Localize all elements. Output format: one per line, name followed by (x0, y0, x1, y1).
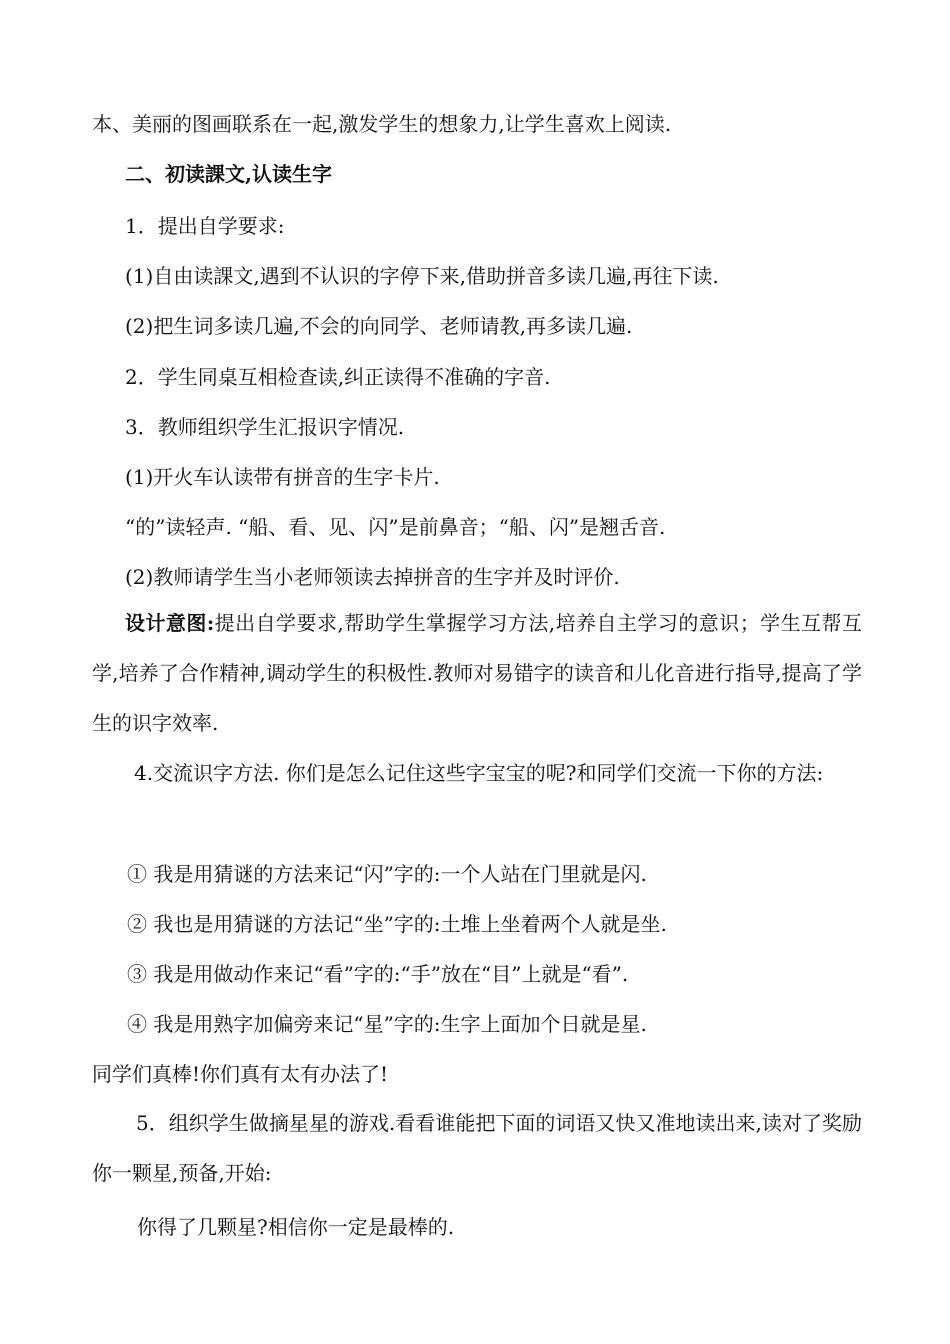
design-intent-paragraph (92, 598, 862, 748)
intro-end-line: 本、美丽的图画联系在一起,激发学生的想象力,让学生喜欢上阅读. (92, 112, 672, 136)
item-3-sub-2: (2)教师请学生当小老师领读去掉拼音的生字并及时评价. (125, 565, 620, 589)
method-3: ③ 我是用做动作来记“看”字的:“手”放在“目”上就是“看”. (127, 962, 629, 986)
item-3-sub-1: (1)开火车认读带有拼音的生字卡片. (125, 465, 440, 489)
design-intent-label: 设计意图: (125, 611, 215, 635)
item-3-heading: 3．教师组织学生汇报识字情况. (125, 415, 405, 439)
closing-line: 你得了几颗星?相信你一定是最棒的. (137, 1215, 455, 1239)
method-2: ② 我也是用猜谜的方法记“坐”字的:土堆上坐着两个人就是坐. (127, 912, 667, 936)
item-4-paragraph: 4.交流识字方法. 你们是怎么记住这些字宝宝的呢?和同学们交流一下你的方法: (134, 761, 824, 785)
item-1-heading: 1．提出自学要求: (125, 214, 285, 238)
method-1: ① 我是用猜谜的方法来记“闪”字的:一个人站在门里就是闪. (127, 862, 647, 886)
section-2-title: 二、初读課文,认读生字 (125, 162, 332, 186)
item-2: 2．学生同桌互相检查读,纠正读得不准确的字音. (125, 365, 551, 389)
item-3-note: “的”读轻声. “船、看、见、闪”是前鼻音；“船、闪”是翘舌音. (125, 515, 666, 539)
praise-line: 同学们真棒!你们真有太有办法了! (92, 1062, 389, 1086)
design-intent-text: 提出自学要求,帮助学生掌握学习方法,培养自主学习的意识；学生互帮互学,培养了合作精神,调动学生的积极性.教师对易错字的读音和儿化音进行指导,提高了学生的识字效率. (92, 611, 862, 735)
item-1-sub-2: (2)把生词多读几遍,不会的向同学、老师请教,再多读几遍. (125, 314, 633, 338)
method-4: ④ 我是用熟字加偏旁来记“星”字的:生字上面加个日就是星. (127, 1012, 647, 1036)
item-5-paragraph: 5．组织学生做摘星星的游戏.看看谁能把下面的词语又快又准地读出来,读对了奖励你一颗星,预备,开始: (92, 1111, 862, 1185)
item-1-sub-1: (1)自由读課文,遇到不认识的字停下来,借助拼音多读几遍,再往下读. (125, 264, 719, 288)
